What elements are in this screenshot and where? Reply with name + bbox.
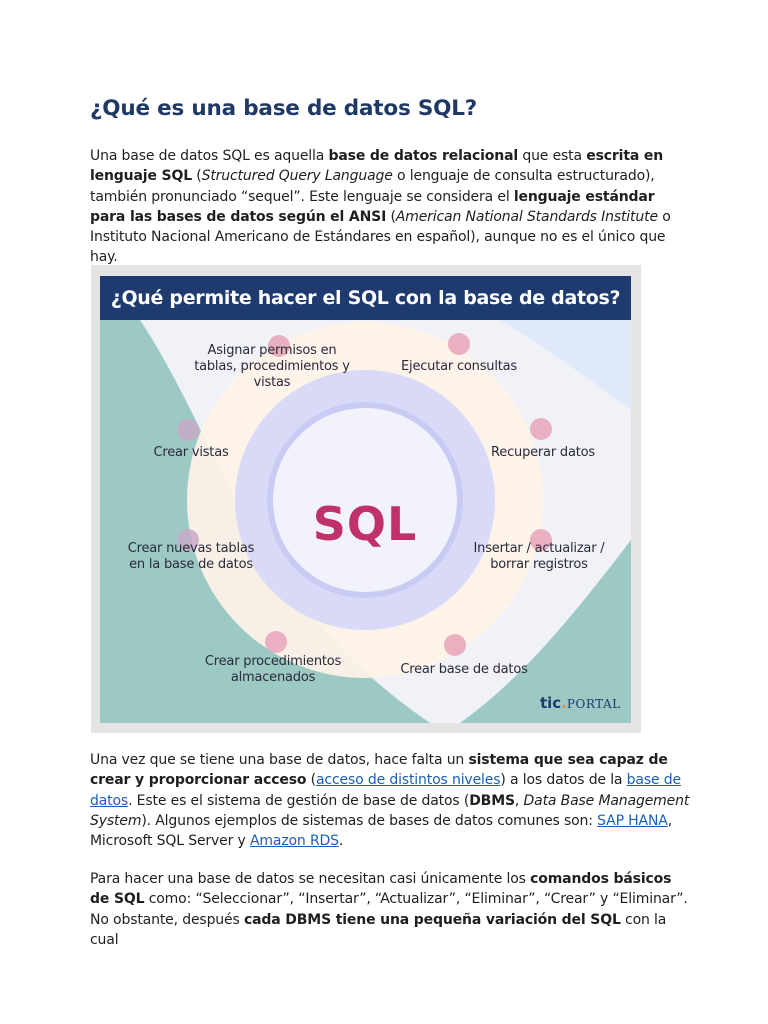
label-line: almacenados xyxy=(230,670,316,685)
link-base-de-datos[interactable]: base de datos xyxy=(90,772,681,809)
text-span: o lenguaje de consulta estructurado), también pronunciado “sequel”. Este lenguaje se considera el xyxy=(90,168,655,205)
dot-crear-bd xyxy=(444,634,466,656)
label-asignar-permisos xyxy=(192,343,352,391)
dot-consultas xyxy=(448,333,470,355)
bold-span: base de datos relacional xyxy=(328,148,519,164)
dot-recuperar xyxy=(530,418,552,440)
dbms-paragraph xyxy=(90,750,690,851)
text-span: Para hacer una base de datos se necesitan casi únicamente los xyxy=(90,871,531,887)
label-line: Crear base de datos xyxy=(400,662,528,677)
label-line: Crear vistas xyxy=(153,445,229,460)
link-amazon-rds[interactable]: Amazon RDS xyxy=(249,833,339,850)
ticportal-logo xyxy=(540,694,621,712)
label-crear-tablas xyxy=(120,541,262,573)
link-acceso-niveles[interactable]: acceso de distintos niveles xyxy=(316,772,501,789)
label-insertar-actualizar xyxy=(464,541,614,573)
text-span: , xyxy=(514,792,524,809)
label-line: tablas, procedimientos y xyxy=(194,359,350,374)
infographic-title: ¿Qué permite hacer el SQL con la base de datos? xyxy=(100,276,631,320)
text-span: con la cual xyxy=(90,911,667,948)
bold-span: comandos básicos de SQL xyxy=(90,871,672,908)
text-span: ( xyxy=(306,772,316,789)
label-line: Ejecutar consultas xyxy=(401,359,517,374)
label-crear-procedimientos xyxy=(198,654,348,686)
commands-paragraph xyxy=(90,869,690,950)
italic-span: Data Base Management System xyxy=(90,792,690,829)
text-span: o Instituto Nacional Americano de Estándares en español), aunque no es el único que hay. xyxy=(90,208,671,266)
italic-span: American National Standards Institute xyxy=(395,208,658,225)
label-line: Recuperar datos xyxy=(491,445,595,460)
sql-infographic xyxy=(91,265,641,733)
dot-procedimientos xyxy=(265,631,287,653)
label-line: en la base de datos xyxy=(129,557,253,572)
bold-span: lenguaje estándar para las bases de datos según el ANSI xyxy=(90,188,655,225)
link-sap-hana[interactable]: SAP HANA xyxy=(597,812,668,829)
logo-portal: PORTAL xyxy=(566,697,621,711)
page-title: ¿Qué es una base de datos SQL? xyxy=(90,96,477,121)
label-crear-vistas xyxy=(142,445,240,461)
text-span: Una base de datos SQL es aquella xyxy=(90,148,329,164)
text-span: ( xyxy=(191,168,202,185)
bold-span: DBMS xyxy=(469,792,515,809)
text-span: . Este es el sistema de gestión de base de datos ( xyxy=(128,792,470,809)
label-line: Asignar permisos en xyxy=(207,343,337,358)
label-line: Insertar / actualizar / xyxy=(473,541,605,556)
intro-paragraph xyxy=(90,146,690,268)
sql-center-label: SQL xyxy=(312,497,418,551)
label-line: borrar registros xyxy=(490,557,588,572)
infographic-canvas xyxy=(100,276,631,723)
text-span: Una vez que se tiene una base de datos, hace falta un xyxy=(90,752,469,768)
label-ejecutar-consultas xyxy=(398,359,520,375)
bold-span: cada DBMS tiene una pequeña variación del SQL xyxy=(243,911,621,928)
logo-dot: . xyxy=(561,694,567,712)
text-span: , Microsoft SQL Server y xyxy=(90,812,673,850)
dot-vistas xyxy=(177,419,199,441)
text-span: . xyxy=(338,833,344,850)
label-line: vistas xyxy=(253,375,291,390)
text-span: ) a los datos de la xyxy=(500,772,627,789)
label-recuperar-datos xyxy=(483,445,603,461)
text-span: ( xyxy=(386,208,396,225)
label-crear-base-datos xyxy=(392,662,536,678)
text-span: como: “Seleccionar”, “Insertar”, “Actualizar”, “Eliminar”, “Crear” y “Eliminar”. No obstante, después xyxy=(90,891,688,928)
text-span: ). Algunos ejemplos de sistemas de bases de datos comunes son: xyxy=(141,812,598,829)
label-line: Crear nuevas tablas xyxy=(127,541,255,556)
bold-span: sistema que sea capaz de crear y proporcionar acceso xyxy=(90,752,668,789)
bold-span: escrita en lenguaje SQL xyxy=(90,148,664,185)
logo-tic: tic xyxy=(540,694,562,712)
text-span: que esta xyxy=(518,148,587,164)
label-line: Crear procedimientos xyxy=(204,654,342,669)
italic-span: Structured Query Language xyxy=(201,168,393,185)
